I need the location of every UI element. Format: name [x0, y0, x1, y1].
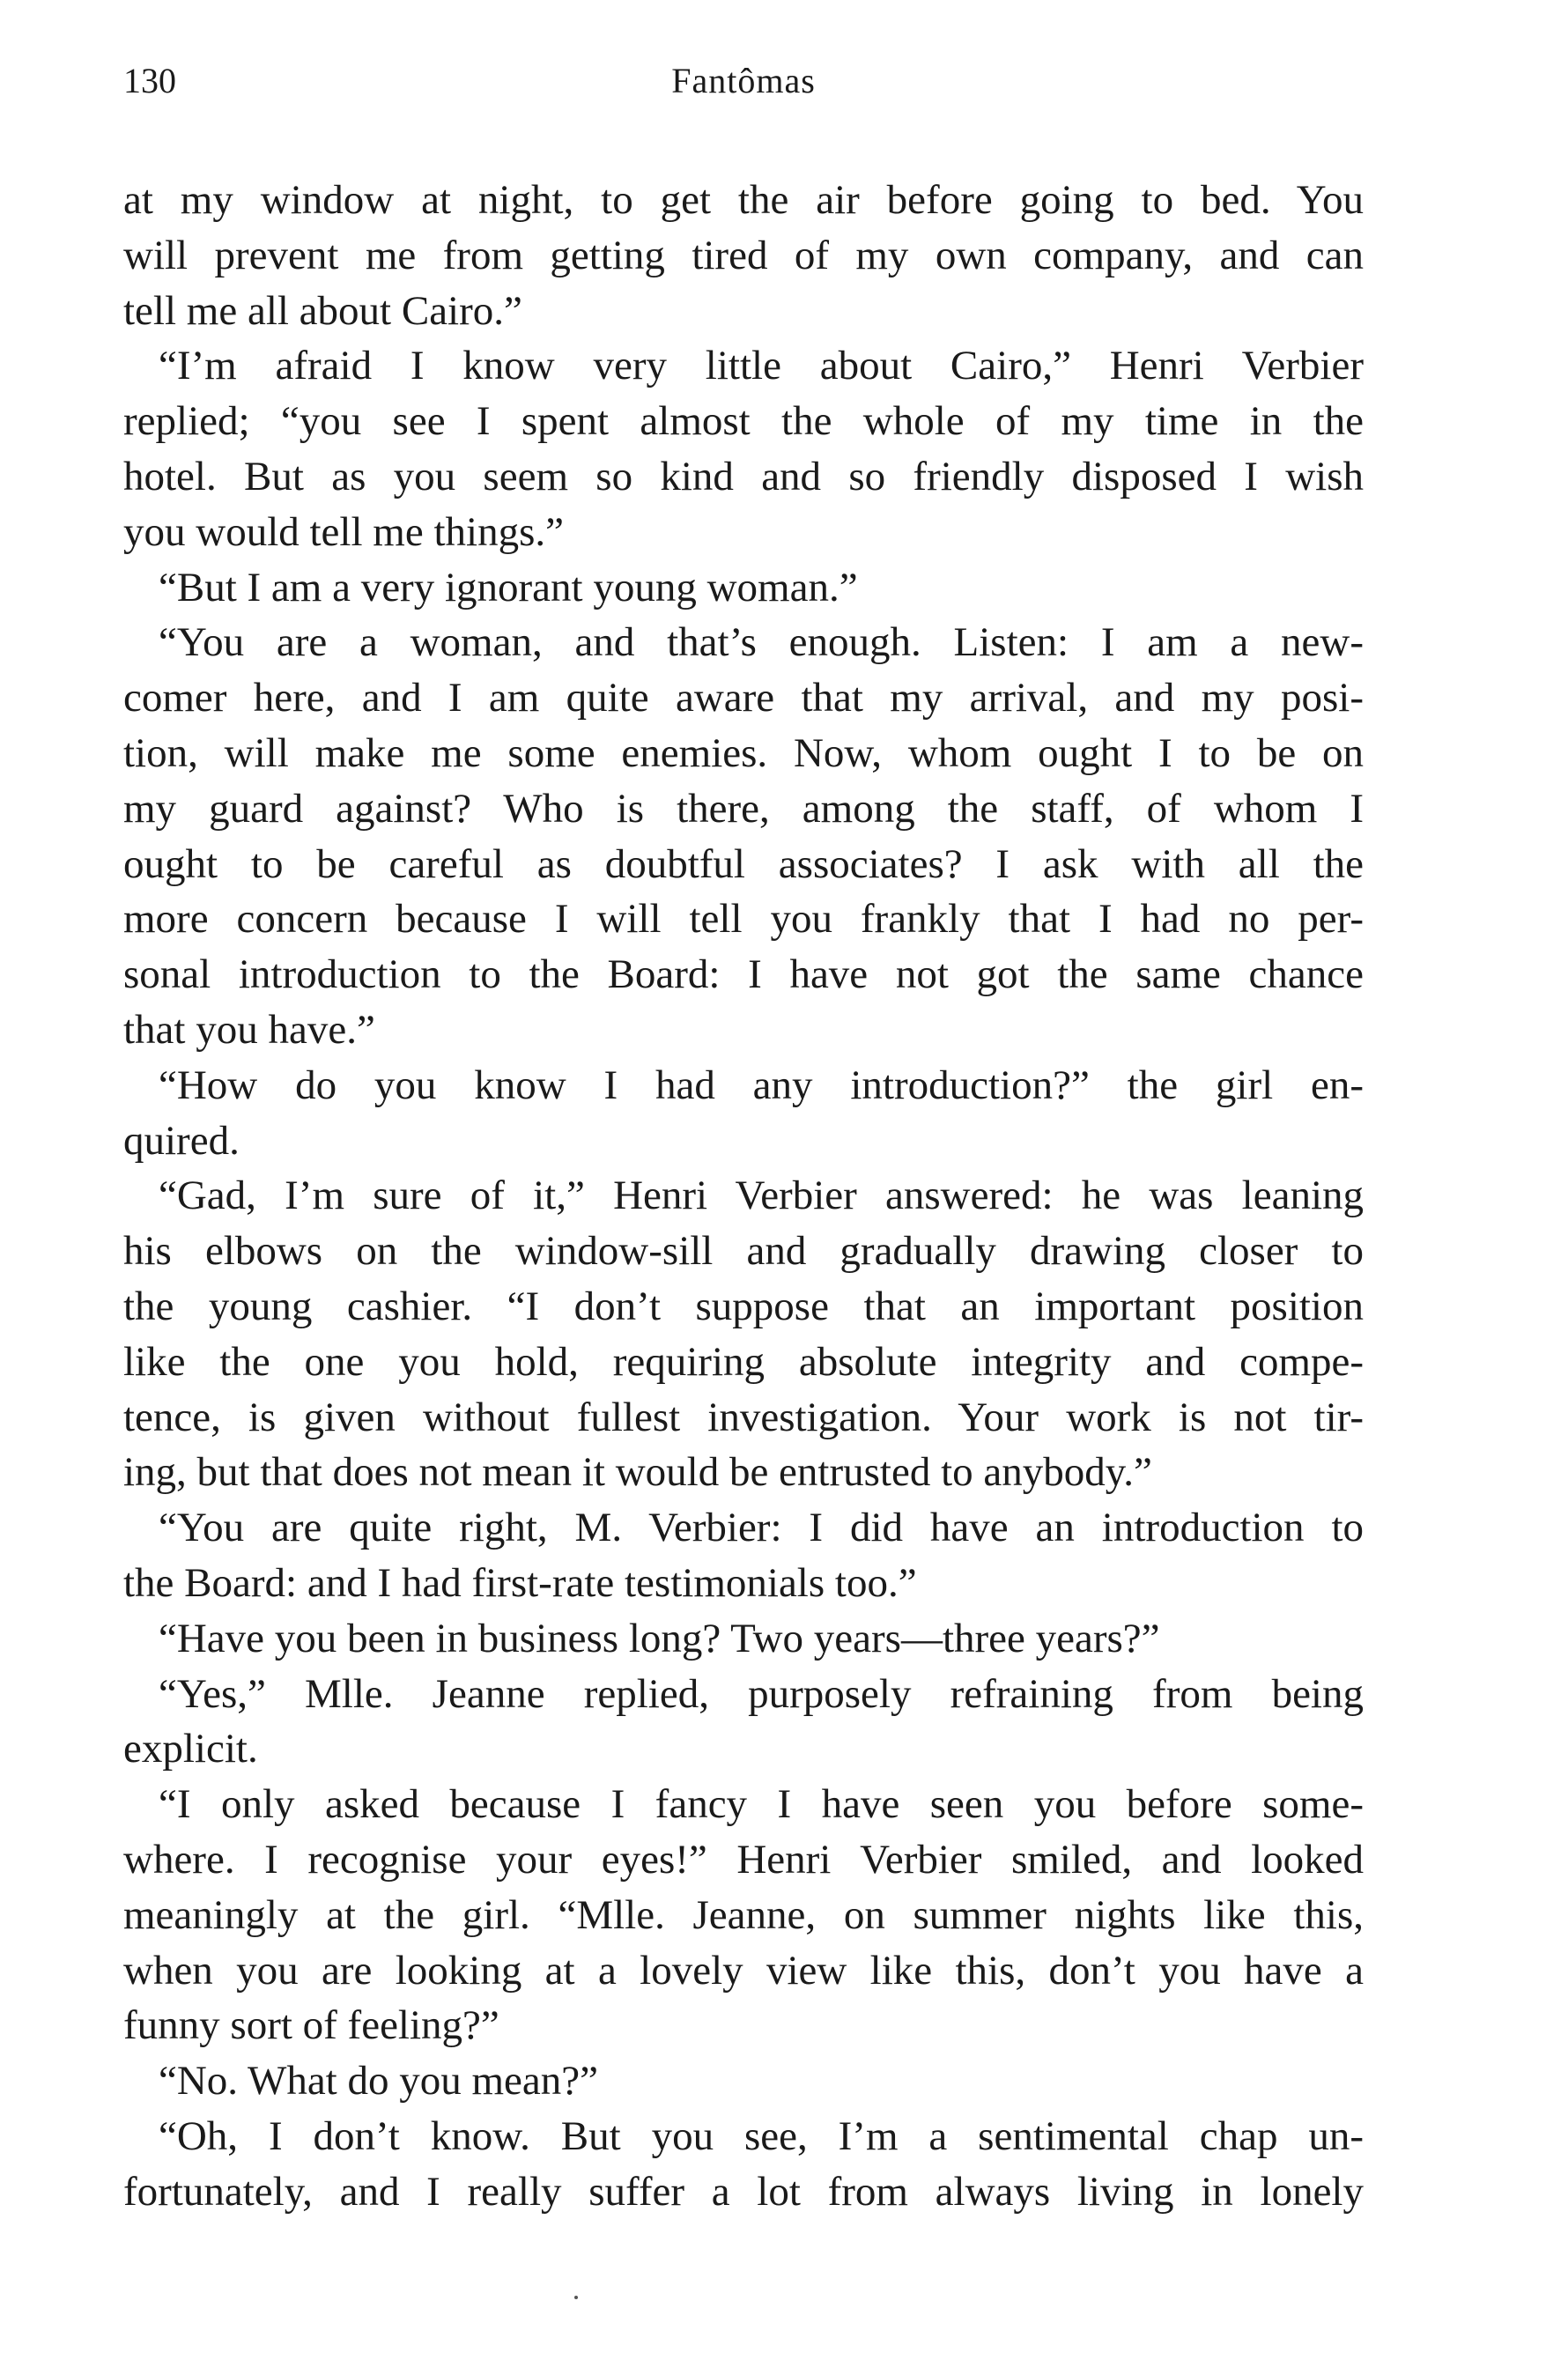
- paragraph: [123, 1058, 1364, 1169]
- text-line: the Board: and I had first-rate testimonials too.”: [123, 1559, 917, 1606]
- text-line: “I’m afraid I know very little about Cairo,” Henri Verbier: [159, 343, 1364, 389]
- text-line: replied; “you see I spent almost the whole of my time in the: [123, 398, 1364, 445]
- text-line: tell me all about Cairo.”: [123, 287, 522, 334]
- text-line: tence, is given without fullest investigation. Your work is not tir-: [123, 1394, 1364, 1440]
- text-line: the young cashier. “I don’t suppose that an important position: [123, 1283, 1364, 1329]
- running-head: [123, 55, 1364, 107]
- paragraph: [123, 2053, 1364, 2109]
- text-line: fortunately, and I really suffer a lot from always living in lonely: [123, 2168, 1364, 2215]
- paragraph: [123, 1168, 1364, 1500]
- text-line: “You are quite right, M. Verbier: I did have an introduction to: [159, 1505, 1364, 1551]
- text-line: that you have.”: [123, 1006, 375, 1053]
- text-line: “Have you been in business long? Two years—three years?”: [159, 1615, 1160, 1661]
- paragraph: [123, 173, 1364, 338]
- text-line: my guard against? Who is there, among the staff, of whom I: [123, 785, 1364, 832]
- text-line: when you are looking at a lovely view like this, don’t you have a: [123, 1947, 1364, 1994]
- text-line: like the one you hold, requiring absolute integrity and compe-: [123, 1338, 1364, 1385]
- paragraph: [123, 1667, 1364, 1778]
- page-number: 130: [123, 61, 176, 100]
- text-line: “Gad, I’m sure of it,” Henri Verbier answered: he was leaning: [159, 1173, 1364, 1219]
- paragraph: [123, 1611, 1364, 1667]
- book-title: Fantômas: [671, 61, 816, 100]
- paragraph: [123, 1500, 1364, 1611]
- body-text: [123, 173, 1364, 2219]
- text-line: comer here, and I am quite aware that my arrival, and my posi-: [123, 675, 1364, 721]
- paragraph: [123, 338, 1364, 559]
- text-line: sonal introduction to the Board: I have not got the same chance: [123, 951, 1364, 998]
- text-line: “You are a woman, and that’s enough. Listen: I am a new-: [159, 619, 1364, 666]
- print-speck: [574, 2296, 578, 2299]
- text-line: tion, will make me some enemies. Now, whom ought I to be on: [123, 729, 1364, 776]
- text-line: will prevent me from getting tired of my own company, and can: [123, 232, 1364, 278]
- text-line: hotel. But as you seem so kind and so friendly disposed I wish: [123, 453, 1364, 499]
- text-line: “But I am a very ignorant young woman.”: [159, 564, 858, 610]
- text-line: explicit.: [123, 1726, 258, 1772]
- paragraph: [123, 615, 1364, 1057]
- text-line: quired.: [123, 1117, 240, 1164]
- text-line: ing, but that does not mean it would be entrusted to anybody.”: [123, 1449, 1152, 1496]
- text-line: “I only asked because I fancy I have seen you before some-: [159, 1781, 1364, 1828]
- text-line: “How do you know I had any introduction?” the girl en-: [159, 1062, 1364, 1108]
- text-line: more concern because I will tell you frankly that I had no per-: [123, 896, 1364, 943]
- text-line: you would tell me things.”: [123, 508, 564, 555]
- text-line: ought to be careful as doubtful associates? I ask with all the: [123, 840, 1364, 887]
- paragraph: [123, 2109, 1364, 2220]
- text-line: funny sort of feeling?”: [123, 2002, 499, 2049]
- paragraph: [123, 1777, 1364, 2053]
- text-line: “Yes,” Mlle. Jeanne replied, purposely refraining from being: [159, 1670, 1364, 1717]
- text-line: where. I recognise your eyes!” Henri Verbier smiled, and looked: [123, 1836, 1364, 1883]
- text-line: meaningly at the girl. “Mlle. Jeanne, on summer nights like this,: [123, 1891, 1364, 1938]
- text-line: “No. What do you mean?”: [159, 2058, 598, 2105]
- paragraph: [123, 560, 1364, 616]
- text-line: his elbows on the window-sill and gradually drawing closer to: [123, 1228, 1364, 1275]
- text-line: “Oh, I don’t know. But you see, I’m a sentimental chap un-: [159, 2112, 1364, 2159]
- text-line: at my window at night, to get the air before going to bed. You: [123, 177, 1364, 223]
